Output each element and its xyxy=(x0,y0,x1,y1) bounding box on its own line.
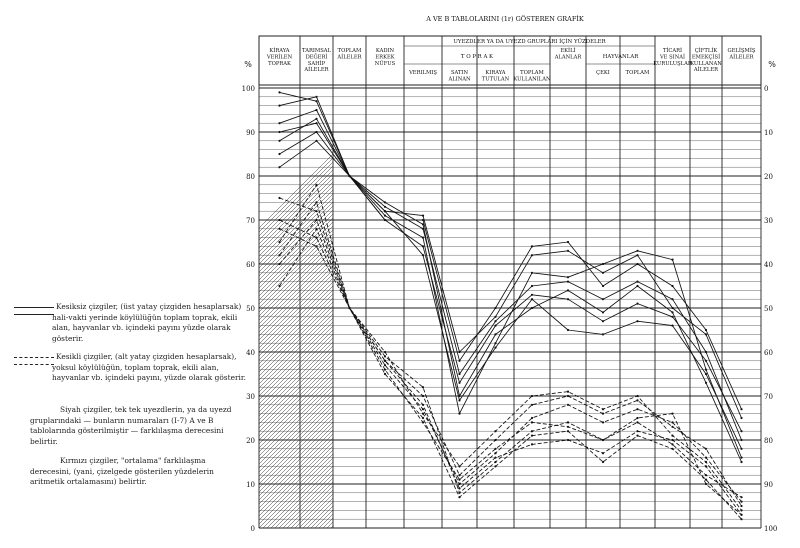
series-point xyxy=(458,413,460,415)
series-point xyxy=(422,404,424,406)
header-line: AİLELER xyxy=(337,54,362,61)
series-point xyxy=(494,342,496,344)
header-line: TOPLAM xyxy=(520,70,544,76)
series-point xyxy=(458,479,460,481)
series-point xyxy=(384,201,386,203)
series-point xyxy=(671,325,673,327)
left-axis-unit: % xyxy=(244,60,252,69)
series-point xyxy=(567,241,569,243)
series-point xyxy=(602,461,604,463)
header-line: KULLANAN xyxy=(690,60,722,67)
series-point xyxy=(494,320,496,322)
series-point xyxy=(740,501,742,503)
header-line: AİLELER xyxy=(729,54,754,61)
series-point xyxy=(458,351,460,353)
series-point xyxy=(494,307,496,309)
series-point xyxy=(278,263,280,265)
series-point xyxy=(740,461,742,463)
series-point xyxy=(531,443,533,445)
series-point xyxy=(458,492,460,494)
series-point xyxy=(531,404,533,406)
column-header-1 xyxy=(302,48,331,73)
column-header-10 xyxy=(626,70,650,76)
series-point xyxy=(422,408,424,410)
series-point xyxy=(494,430,496,432)
series-point xyxy=(494,461,496,463)
series-point xyxy=(602,439,604,441)
chart-title: A VE B TABLOLARINI (1r) GÖSTEREN GRAFİK xyxy=(426,15,584,23)
legend-solid-text: Kesiksiz çizgiler, (üst yatay çizgiden hesaplarsak) hali-vakti yerinde köylülüğün toplam toprak, ekili alan, hayvanlar vb. içindeki payını yüzde olarak gösterir. xyxy=(52,302,242,343)
series-point xyxy=(458,483,460,485)
series-point xyxy=(422,395,424,397)
series-point xyxy=(740,514,742,516)
series-point xyxy=(531,307,533,309)
column-headers xyxy=(266,38,756,82)
data-lines xyxy=(278,91,742,520)
legend-red-lines-text: Kırmızı çizgiler, "ortalama" farklılaşma derecesini, (yani, çizelgede gösterilen yüzdelerin aritmetik ortalamasını) belirtir. xyxy=(30,456,214,487)
header-line: ÇEKI xyxy=(596,70,610,76)
series-point xyxy=(315,140,317,142)
series-point xyxy=(636,254,638,256)
series-point xyxy=(671,311,673,313)
series-point xyxy=(494,452,496,454)
header-line: GELİŞMİŞ xyxy=(727,48,756,54)
series-point xyxy=(567,250,569,252)
series-line-1 xyxy=(280,119,742,418)
series-point xyxy=(384,210,386,212)
series-point xyxy=(531,430,533,432)
series-point xyxy=(740,509,742,511)
right-tick-label: 50 xyxy=(764,305,773,313)
series-point xyxy=(315,219,317,221)
legend-dashed-swatch xyxy=(14,357,54,365)
header-line: EKİLİ xyxy=(560,48,576,54)
series-point xyxy=(636,399,638,401)
series-point xyxy=(671,298,673,300)
header-line: DEĞERİ xyxy=(305,54,328,61)
series-point xyxy=(567,391,569,393)
series-point xyxy=(315,96,317,98)
column-header-8 xyxy=(554,47,583,60)
series-point xyxy=(384,206,386,208)
series-point xyxy=(458,373,460,375)
header-line: TOPLAM xyxy=(625,70,650,76)
series-point xyxy=(740,518,742,520)
series-point xyxy=(315,131,317,133)
series-point xyxy=(422,215,424,217)
series-point xyxy=(602,452,604,454)
series-point xyxy=(740,457,742,459)
series-point xyxy=(636,320,638,322)
series-point xyxy=(705,461,707,463)
series-point xyxy=(636,435,638,437)
series-point xyxy=(278,228,280,230)
series-point xyxy=(422,223,424,225)
legend-black-lines-text: Siyah çizgiler, tek tek uyezdlerin, ya da uyezd gruplarındaki — bunların numaraları (I-7) A ve B tablolarında gösterilmiştir — farklılaşma derecesini belirtir. xyxy=(30,405,232,446)
series-point xyxy=(567,289,569,291)
series-point xyxy=(315,237,317,239)
series-point xyxy=(705,351,707,353)
series-point xyxy=(531,417,533,419)
header-line: TARIMSAL xyxy=(302,48,331,54)
series-point xyxy=(494,347,496,349)
column-header-7 xyxy=(513,70,550,82)
series-point xyxy=(494,439,496,441)
hayvanlar-subheader: HAYVANLAR xyxy=(602,54,639,60)
series-point xyxy=(315,201,317,203)
series-point xyxy=(422,254,424,256)
series-point xyxy=(531,254,533,256)
series-line-12 xyxy=(280,202,742,514)
series-point xyxy=(494,448,496,450)
header-line: KİRAYA xyxy=(269,48,290,54)
series-line-8 xyxy=(280,198,742,502)
series-point xyxy=(384,369,386,371)
series-point xyxy=(567,439,569,441)
series-point xyxy=(740,408,742,410)
left-tick-label: 50 xyxy=(246,305,255,313)
series-point xyxy=(531,272,533,274)
series-point xyxy=(705,369,707,371)
series-point xyxy=(705,457,707,459)
series-point xyxy=(494,333,496,335)
series-point xyxy=(705,474,707,476)
series-point xyxy=(458,474,460,476)
series-point xyxy=(384,355,386,357)
series-point xyxy=(671,307,673,309)
series-point xyxy=(315,118,317,120)
left-tick-label: 80 xyxy=(246,173,255,181)
series-point xyxy=(278,122,280,124)
right-tick-label: 80 xyxy=(764,437,773,445)
right-tick-label: 90 xyxy=(764,481,773,489)
series-point xyxy=(740,496,742,498)
header-line: SATIN xyxy=(450,70,469,76)
column-header-0 xyxy=(266,47,293,67)
series-line-11 xyxy=(280,220,742,497)
series-point xyxy=(458,360,460,362)
left-tick-label: 70 xyxy=(246,217,255,225)
series-point xyxy=(315,245,317,247)
header-line: TİCARİ xyxy=(662,48,683,54)
header-line: VERİLEN xyxy=(266,54,293,61)
series-point xyxy=(705,448,707,450)
series-point xyxy=(458,399,460,401)
series-point xyxy=(602,413,604,415)
series-point xyxy=(531,285,533,287)
series-point xyxy=(671,426,673,428)
series-point xyxy=(740,417,742,419)
series-point xyxy=(422,245,424,247)
series-point xyxy=(567,298,569,300)
series-line-13 xyxy=(280,229,742,519)
group-header: UYEZDLER YA DA UYEZD GRUPLARI İÇİN YÜZDELER xyxy=(453,39,606,45)
header-line: ÇİFTLİK xyxy=(694,48,718,54)
series-point xyxy=(531,421,533,423)
series-point xyxy=(315,228,317,230)
right-tick-label: 30 xyxy=(764,217,773,225)
series-point xyxy=(636,303,638,305)
right-tick-label: 70 xyxy=(764,393,773,401)
series-point xyxy=(315,210,317,212)
column-header-5 xyxy=(447,70,471,82)
series-point xyxy=(567,426,569,428)
axes xyxy=(242,60,778,533)
series-point xyxy=(602,408,604,410)
series-point xyxy=(602,272,604,274)
series-point xyxy=(531,298,533,300)
series-point xyxy=(278,153,280,155)
series-point xyxy=(567,395,569,397)
series-point xyxy=(384,351,386,353)
left-tick-label: 90 xyxy=(246,129,255,137)
series-point xyxy=(602,421,604,423)
series-point xyxy=(278,131,280,133)
series-point xyxy=(705,465,707,467)
header-line: TOPLAM xyxy=(337,48,362,54)
series-point xyxy=(458,465,460,467)
series-point xyxy=(705,483,707,485)
series-point xyxy=(531,395,533,397)
series-point xyxy=(636,417,638,419)
header-line: KADIN xyxy=(375,48,395,54)
right-tick-label: 0 xyxy=(764,85,769,93)
series-point xyxy=(705,479,707,481)
series-point xyxy=(278,140,280,142)
series-point xyxy=(531,435,533,437)
series-point xyxy=(740,439,742,441)
series-point xyxy=(278,197,280,199)
series-point xyxy=(278,91,280,93)
series-point xyxy=(315,184,317,186)
series-point xyxy=(458,487,460,489)
series-line-7 xyxy=(280,220,742,506)
series-line-4 xyxy=(280,92,742,462)
series-point xyxy=(278,254,280,256)
series-point xyxy=(602,298,604,300)
header-line: ERKEK xyxy=(375,54,395,61)
series-point xyxy=(422,413,424,415)
series-point xyxy=(494,465,496,467)
right-tick-label: 20 xyxy=(764,173,773,181)
column-header-12 xyxy=(690,47,722,73)
series-point xyxy=(567,276,569,278)
series-point xyxy=(384,360,386,362)
series-line-5 xyxy=(280,123,742,431)
series-point xyxy=(671,285,673,287)
series-point xyxy=(740,505,742,507)
right-tick-label: 10 xyxy=(764,129,773,137)
series-point xyxy=(494,325,496,327)
series-point xyxy=(278,285,280,287)
series-point xyxy=(278,219,280,221)
right-tick-label: 60 xyxy=(764,349,773,357)
series-point xyxy=(315,122,317,124)
series-point xyxy=(636,281,638,283)
left-tick-label: 30 xyxy=(246,393,255,401)
series-point xyxy=(671,448,673,450)
series-point xyxy=(315,100,317,102)
series-point xyxy=(315,109,317,111)
right-axis-unit: % xyxy=(768,60,776,69)
series-point xyxy=(636,430,638,432)
series-line-6 xyxy=(280,141,742,449)
left-tick-label: 100 xyxy=(241,85,255,93)
header-line: NÜFUS xyxy=(374,60,396,67)
series-point xyxy=(422,417,424,419)
series-point xyxy=(348,307,350,309)
series-point xyxy=(705,360,707,362)
series-line-9 xyxy=(280,185,742,515)
toprak-subheader: T O P R A K xyxy=(460,54,494,60)
series-point xyxy=(705,373,707,375)
series-point xyxy=(384,215,386,217)
series-point xyxy=(458,382,460,384)
header-line: VERILMIŞ xyxy=(409,70,437,76)
left-tick-label: 20 xyxy=(246,437,255,445)
header-line: KURULUŞLAR xyxy=(653,60,692,67)
series-point xyxy=(740,430,742,432)
header-line: ALINAN xyxy=(448,76,471,83)
series-point xyxy=(567,404,569,406)
left-tick-label: 40 xyxy=(246,349,255,357)
series-point xyxy=(602,263,604,265)
header-line: TUTULAN xyxy=(481,76,510,83)
column-header-11 xyxy=(653,47,693,67)
series-point xyxy=(278,241,280,243)
left-tick-label: 60 xyxy=(246,261,255,269)
column-header-13 xyxy=(728,47,756,60)
series-point xyxy=(602,320,604,322)
series-point xyxy=(671,316,673,318)
left-tick-label: 10 xyxy=(246,481,255,489)
legend-dashed-text: Kesikli çizgiler, (alt yatay çizgiden hesaplarsak), yoksul köylülüğün, toplam toprak, ekili alan, hayvanlar vb. içindeki payını, yüzde olarak gösterir. xyxy=(52,352,246,383)
series-point xyxy=(458,496,460,498)
header-line: SAHİP xyxy=(307,60,326,67)
series-point xyxy=(384,364,386,366)
right-tick-label: 40 xyxy=(764,261,773,269)
series-point xyxy=(705,382,707,384)
legend-solid-swatch xyxy=(14,307,54,315)
header-line: AİLELER xyxy=(304,67,329,74)
series-point xyxy=(384,219,386,221)
series-line-2 xyxy=(280,97,742,458)
column-header-2 xyxy=(336,48,362,60)
series-point xyxy=(278,105,280,107)
series-point xyxy=(671,435,673,437)
series-point xyxy=(567,329,569,331)
column-header-4 xyxy=(408,70,437,76)
series-point xyxy=(384,373,386,375)
series-point xyxy=(422,421,424,423)
series-point xyxy=(602,333,604,335)
series-point xyxy=(602,285,604,287)
series-point xyxy=(531,245,533,247)
header-line: ALANLAR xyxy=(554,54,582,61)
left-tick-label: 0 xyxy=(250,525,255,533)
series-point xyxy=(671,259,673,261)
series-point xyxy=(705,329,707,331)
series-point xyxy=(740,448,742,450)
series-point xyxy=(348,175,350,177)
series-point xyxy=(422,237,424,239)
series-point xyxy=(422,386,424,388)
series-point xyxy=(636,263,638,265)
series-point xyxy=(636,285,638,287)
header-line: KIRAYA xyxy=(485,70,506,76)
header-line: EMEKÇİSİ xyxy=(691,54,721,61)
series-point xyxy=(705,333,707,335)
series-point xyxy=(494,316,496,318)
series-point xyxy=(671,421,673,423)
series-point xyxy=(602,311,604,313)
series-point xyxy=(636,395,638,397)
series-point xyxy=(636,408,638,410)
series-point xyxy=(494,457,496,459)
right-tick-label: 100 xyxy=(764,525,778,533)
column-header-6 xyxy=(482,70,510,82)
series-point xyxy=(671,439,673,441)
series-point xyxy=(671,413,673,415)
series-point xyxy=(567,421,569,423)
series-point xyxy=(567,430,569,432)
column-header-3 xyxy=(375,48,396,67)
series-point xyxy=(567,281,569,283)
series-point xyxy=(531,294,533,296)
header-line: TOPRAK xyxy=(268,60,291,67)
header-line: KULLANILAN xyxy=(513,76,551,83)
series-point xyxy=(636,421,638,423)
header-line: AİLELER xyxy=(693,67,719,74)
series-point xyxy=(278,166,280,168)
series-point xyxy=(636,250,638,252)
series-point xyxy=(671,443,673,445)
header-line: VE SINAİ xyxy=(659,54,686,61)
column-header-9 xyxy=(596,70,610,76)
